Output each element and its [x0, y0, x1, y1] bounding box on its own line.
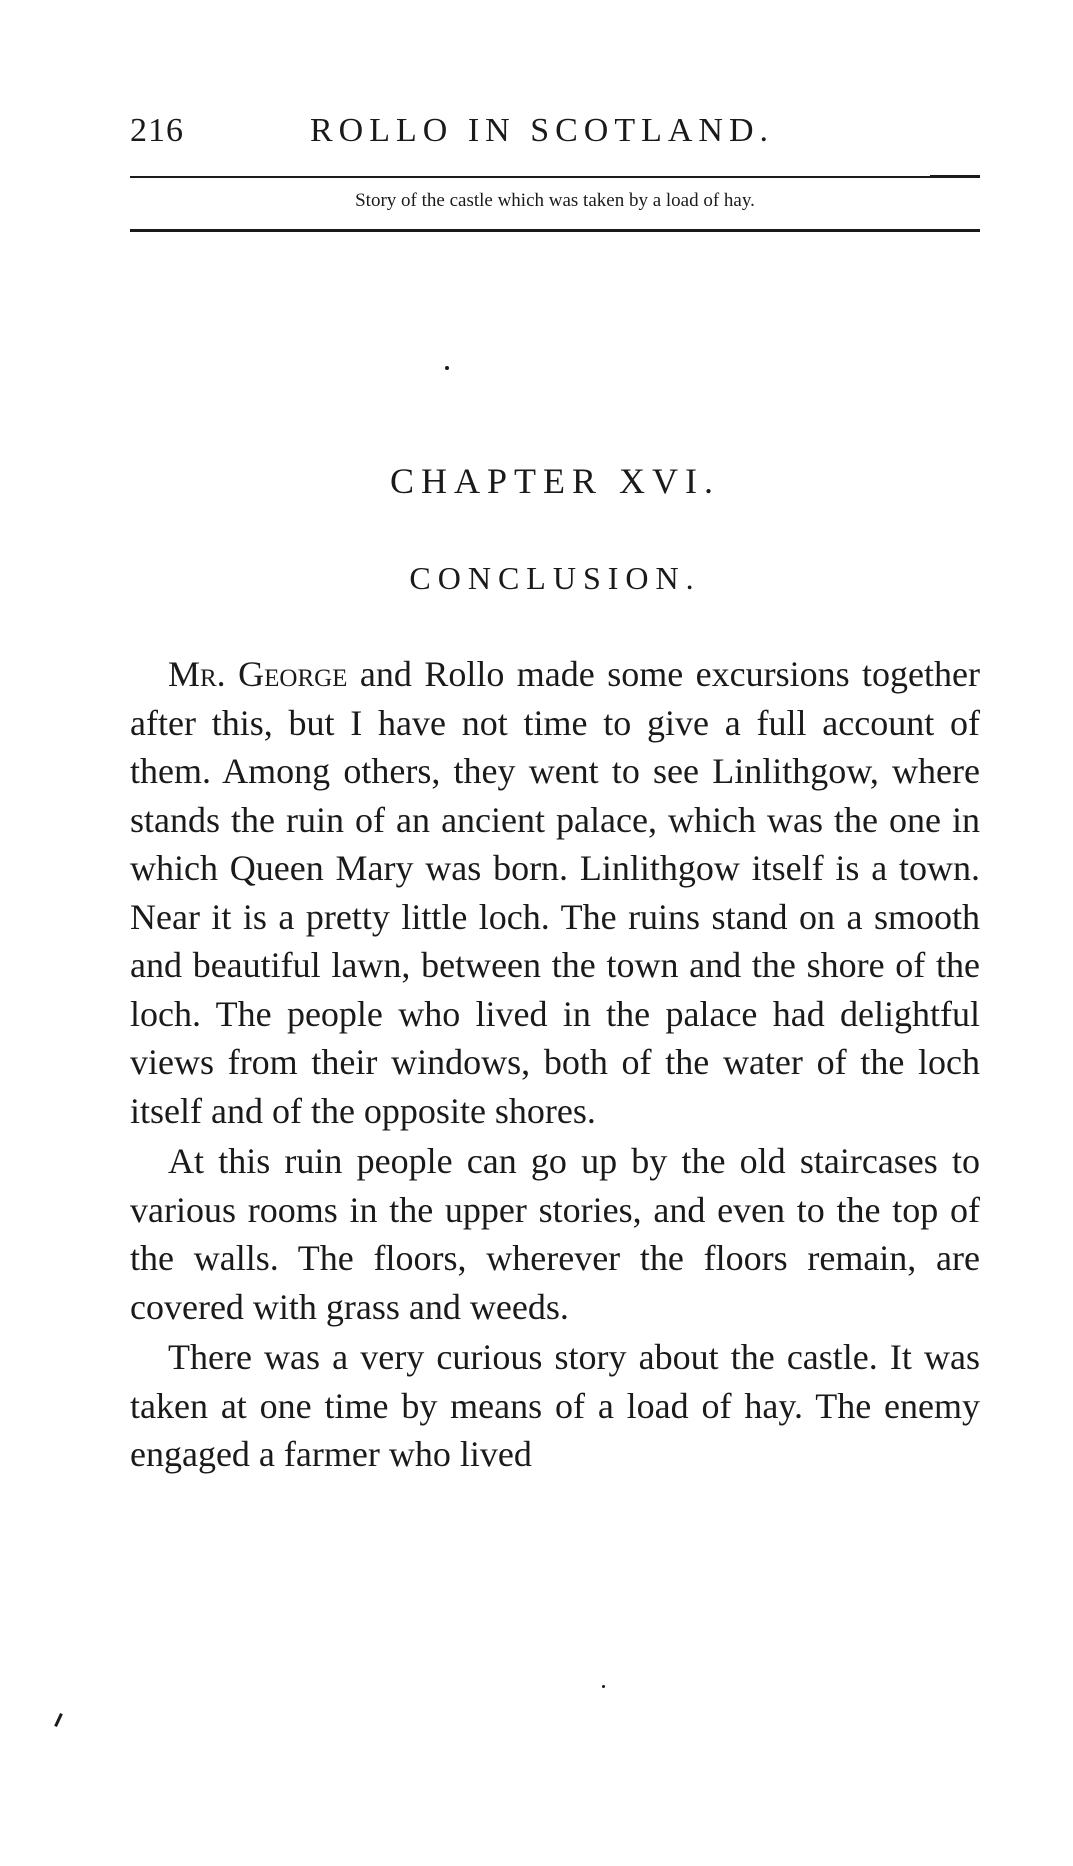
- page-subtitle: Story of the castle which was taken by a load of hay.: [355, 190, 755, 211]
- print-speck: [445, 366, 449, 370]
- print-mark-stroke: [54, 1713, 63, 1727]
- header-rule-top-thick: [930, 175, 980, 178]
- paragraph: [130, 1333, 980, 1479]
- body-text: [130, 650, 980, 1479]
- paragraph-text: There was a very curious story about the castle. It was taken at one time by means of a load of hay. The enemy engaged a farmer who lived: [130, 1337, 980, 1474]
- paragraph-text: At this ruin people can go up by the old staircases to various rooms in the upper stories, and even to the top of the walls. The floors, wherever the floors remain, are covered with grass and weeds.: [130, 1141, 980, 1327]
- paragraph: [130, 1137, 980, 1331]
- paragraph: [130, 650, 980, 1135]
- chapter-number-heading: CHAPTER XVI.: [389, 461, 720, 501]
- book-title: ROLLO IN SCOTLAND.: [310, 112, 775, 149]
- chapter-title: CONCLUSION.: [409, 560, 701, 596]
- print-speck-bottom: [602, 1685, 605, 1688]
- page-number: 216: [130, 112, 184, 149]
- header-rule-top: [130, 176, 980, 178]
- running-head: [130, 112, 980, 162]
- paragraph-text: and Rollo made some excursions together after this, but I have not time to give a full account of them. Among others, they went to see Linlithgow, where stands the ruin of an ancient palace, which was the one in which Queen Mary was born. Linlithgow itself is a town. Near it is a pretty little loch. The ruins stand on a smooth and beautiful lawn, between the town and the shore of the loch. The people who lived in the palace had delightful views from their windows, both of the water of the loch itself and of the opposite shores.: [130, 654, 981, 1131]
- paragraph-lead: Mr. George: [168, 654, 348, 694]
- header-rule-bottom: [130, 229, 980, 232]
